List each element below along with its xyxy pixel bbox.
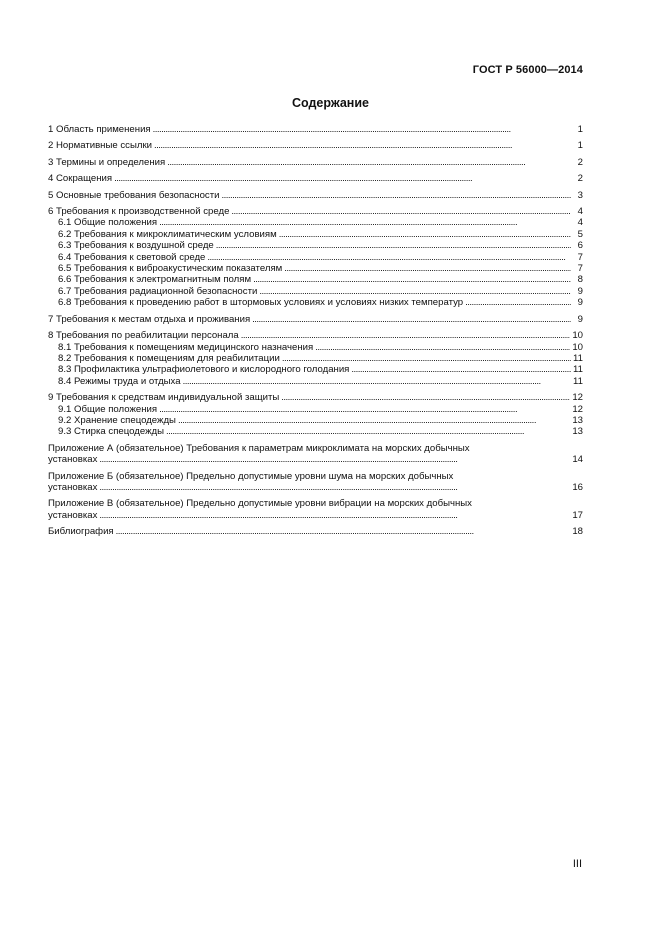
toc-subentry[interactable]	[48, 353, 583, 364]
toc-subentry[interactable]	[48, 342, 583, 353]
toc-entry-title: 6.8 Требования к проведению работ в штормовых условиях и условиях низких температур	[58, 297, 464, 309]
dot-leader	[315, 342, 570, 353]
toc-page-number: 13	[572, 426, 583, 438]
toc-subentry[interactable]	[48, 263, 583, 274]
dot-leader	[183, 376, 571, 387]
toc-entry-title: 6 Требования к производственной среде	[48, 206, 230, 218]
toc-entry[interactable]	[48, 157, 583, 168]
toc-page-number: 10	[572, 330, 583, 342]
toc-page-number: 14	[572, 454, 583, 466]
toc-entry-title: 6.2 Требования к микроклиматическим условиям	[58, 228, 277, 240]
page-number: III	[572, 858, 582, 870]
toc-page-number: 3	[577, 189, 583, 201]
toc-entry[interactable]	[48, 510, 583, 521]
dot-leader	[99, 510, 570, 521]
toc-subentry[interactable]	[48, 274, 583, 285]
dot-leader	[99, 454, 570, 465]
dot-leader	[231, 206, 571, 217]
dot-leader	[216, 240, 571, 251]
toc-entry-title: 8.3 Профилактика ультрафиолетового и кислородного голодания	[58, 364, 350, 376]
dot-leader	[281, 392, 570, 403]
toc-appendix-title: Приложение Б (обязательное) Предельно допустимые уровни шума на морских добычных	[48, 470, 454, 482]
table-of-contents	[48, 124, 583, 538]
toc-page-number: 10	[572, 341, 583, 353]
toc-entry-title: 6.6 Требования к электромагнитным полям	[58, 274, 252, 286]
toc-page-number: 2	[577, 173, 583, 185]
toc-page-number: 12	[572, 403, 583, 415]
dot-leader	[253, 274, 571, 285]
toc-page-number: 13	[572, 414, 583, 426]
toc-page-number: 16	[572, 481, 583, 493]
dot-leader	[166, 426, 570, 437]
toc-subentry[interactable]	[48, 240, 583, 251]
toc-entry-title: 8 Требования по реабилитации персонала	[48, 330, 239, 342]
toc-entry-title: 5 Основные требования безопасности	[48, 189, 220, 201]
toc-entry-title: 9.2 Хранение спецодежды	[58, 414, 176, 426]
dot-leader	[279, 229, 571, 240]
toc-subentry[interactable]	[48, 229, 583, 240]
toc-entry[interactable]	[48, 190, 583, 201]
toc-subentry[interactable]	[48, 252, 583, 263]
toc-subentry[interactable]	[48, 286, 583, 297]
toc-entry[interactable]	[48, 392, 583, 403]
toc-entry-title: 3 Термины и определения	[48, 156, 166, 168]
toc-page-number: 4	[577, 217, 583, 229]
toc-entry-title: 6.7 Требования радиационной безопасности	[58, 285, 258, 297]
toc-page-number: 8	[577, 274, 583, 286]
toc-subentry[interactable]	[48, 404, 583, 415]
dot-leader	[154, 140, 571, 151]
toc-entry[interactable]	[48, 140, 583, 151]
toc-entry-title: 6.4 Требования к световой среде	[58, 251, 206, 263]
toc-entry-title: 2 Нормативные ссылки	[48, 140, 153, 152]
toc-entry[interactable]	[48, 314, 583, 325]
dot-leader	[465, 297, 571, 308]
dot-leader	[114, 173, 571, 184]
toc-page-number: 1	[577, 124, 583, 135]
toc-page-number: 9	[577, 313, 583, 325]
toc-subentry[interactable]	[48, 364, 583, 375]
toc-entry-title: 7 Требования к местам отдыха и проживания	[48, 313, 251, 325]
standard-code: ГОСТ Р 56000—2014	[472, 64, 583, 76]
toc-entry-title: 4 Сокращения	[48, 173, 113, 185]
toc-page-number: 11	[573, 375, 583, 387]
toc-entry[interactable]	[48, 173, 583, 184]
toc-page-number: 7	[577, 263, 583, 275]
toc-subentry[interactable]	[48, 426, 583, 437]
toc-entry-title: Библиография	[48, 526, 114, 538]
toc-entry[interactable]	[48, 124, 583, 135]
dot-leader	[351, 364, 571, 375]
dot-leader	[221, 190, 571, 201]
toc-appendix-title: Приложение В (обязательное) Предельно допустимые уровни вибрации на морских добычных	[48, 498, 472, 510]
toc-entry-title: 9.1 Общие положения	[58, 403, 158, 415]
toc-entry-title: 1 Область применения	[48, 124, 151, 135]
dot-leader	[241, 330, 571, 341]
toc-entry-title: 6.1 Общие положения	[58, 217, 158, 229]
dot-leader	[282, 353, 571, 364]
toc-subentry[interactable]	[48, 297, 583, 308]
toc-page-number: 7	[577, 251, 583, 263]
toc-page-number: 9	[577, 297, 583, 309]
toc-page-number: 1	[577, 140, 583, 152]
toc-entry[interactable]	[48, 454, 583, 465]
dot-leader	[99, 482, 570, 493]
toc-entry-title: 8.4 Режимы труда и отдыха	[58, 375, 181, 387]
toc-page-number: 9	[577, 285, 583, 297]
toc-subentry[interactable]	[48, 217, 583, 228]
toc-subentry[interactable]	[48, 376, 583, 387]
dot-leader	[159, 404, 570, 415]
toc-page-number: 2	[577, 156, 583, 168]
dot-leader	[178, 415, 570, 426]
dot-leader	[207, 252, 571, 263]
toc-entry-title: установках	[48, 454, 98, 466]
toc-appendix-title: Приложение А (обязательное) Требования к параметрам микроклимата на морских добычных	[48, 442, 470, 454]
toc-page-number: 11	[573, 364, 583, 376]
dot-leader	[259, 286, 571, 297]
toc-title: Содержание	[291, 96, 369, 110]
toc-entry-title: установках	[48, 481, 98, 493]
toc-page-number: 12	[572, 392, 583, 404]
dot-leader	[153, 124, 571, 135]
toc-entry-title: 6.3 Требования к воздушной среде	[58, 240, 214, 252]
toc-page-number: 17	[572, 509, 583, 521]
toc-page-number: 5	[577, 228, 583, 240]
dot-leader	[116, 526, 571, 537]
toc-entry-title: установках	[48, 509, 98, 521]
toc-entry[interactable]	[48, 526, 583, 537]
toc-page-number: 11	[573, 352, 583, 364]
dot-leader	[167, 157, 571, 168]
toc-entry-title: 8.2 Требования к помещениям для реабилитации	[58, 352, 280, 364]
toc-entry[interactable]	[48, 330, 583, 341]
dot-leader	[159, 217, 571, 228]
toc-page-number: 18	[572, 526, 583, 538]
toc-entry-title: 6.5 Требования к виброакустическим показателям	[58, 263, 283, 275]
dot-leader	[252, 314, 571, 325]
toc-entry-title: 8.1 Требования к помещениям медицинского назначения	[58, 341, 314, 353]
toc-entry[interactable]	[48, 206, 583, 217]
toc-subentry[interactable]	[48, 415, 583, 426]
toc-page-number: 6	[577, 240, 583, 252]
toc-page-number: 4	[577, 206, 583, 218]
dot-leader	[284, 263, 571, 274]
toc-entry-title: 9.3 Стирка спецодежды	[58, 426, 165, 438]
toc-entry-title: 9 Требования к средствам индивидуальной защиты	[48, 392, 280, 404]
toc-entry[interactable]	[48, 482, 583, 493]
